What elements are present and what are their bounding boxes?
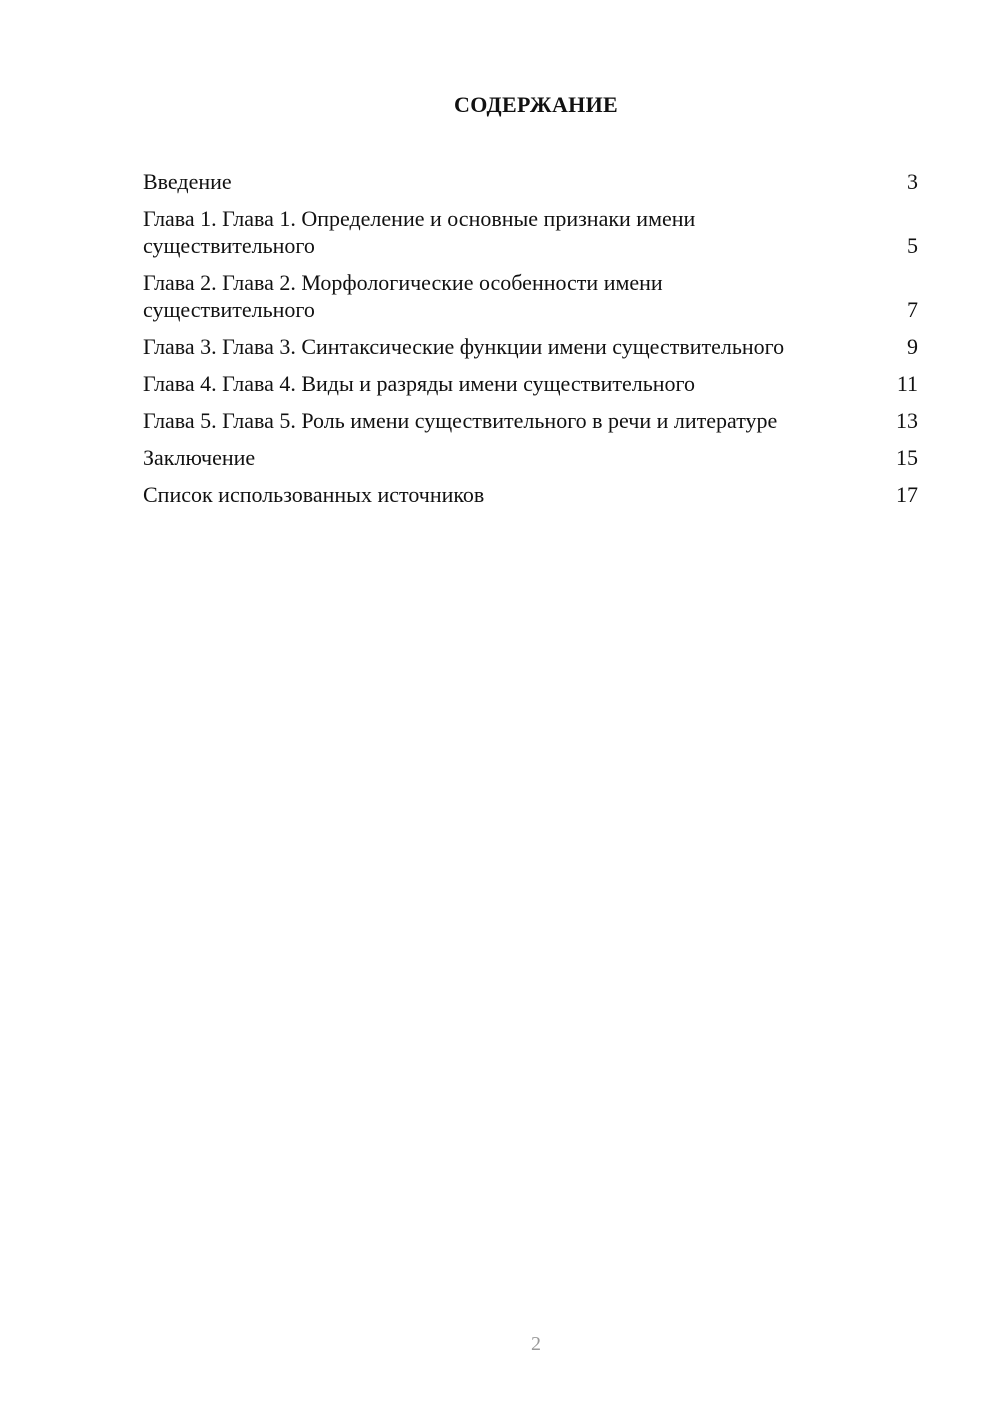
toc-entry-text: Список использованных источников bbox=[143, 482, 485, 507]
toc-entry-chapter-3[interactable] bbox=[143, 333, 918, 360]
toc-entry-page: 15 bbox=[896, 445, 918, 470]
toc-entry-page: 13 bbox=[896, 408, 918, 433]
page-title: СОДЕРЖАНИЕ bbox=[454, 92, 618, 117]
toc-entry-page: 3 bbox=[907, 169, 918, 194]
toc-entry-chapter-1[interactable] bbox=[143, 205, 918, 259]
table-of-contents bbox=[143, 168, 918, 518]
toc-entry-text: Введение bbox=[143, 169, 232, 194]
page-number: 2 bbox=[531, 1333, 541, 1355]
toc-entry-text: Глава 3. Глава 3. Синтаксические функции имени существительного bbox=[143, 334, 785, 359]
toc-entry-page: 9 bbox=[907, 334, 918, 359]
toc-entry-conclusion[interactable] bbox=[143, 444, 918, 471]
toc-entry-text: Глава 2. Глава 2. Морфологические особенности имени существительного bbox=[143, 270, 663, 322]
toc-entry-page: 11 bbox=[896, 371, 918, 396]
toc-entry-text: Глава 4. Глава 4. Виды и разряды имени существительного bbox=[143, 371, 695, 396]
toc-entry-page: 5 bbox=[907, 233, 918, 258]
toc-entry-page: 17 bbox=[896, 482, 918, 507]
toc-entry-chapter-4[interactable] bbox=[143, 370, 918, 397]
toc-entry-text: Заключение bbox=[143, 445, 256, 470]
toc-entry-page: 7 bbox=[907, 297, 918, 322]
toc-entry-chapter-2[interactable] bbox=[143, 269, 918, 323]
toc-entry-introduction[interactable] bbox=[143, 168, 918, 195]
toc-entry-chapter-5[interactable] bbox=[143, 407, 918, 434]
toc-entry-text: Глава 1. Глава 1. Определение и основные признаки имени существительного bbox=[143, 206, 696, 258]
toc-entry-references[interactable] bbox=[143, 481, 918, 508]
toc-entry-text: Глава 5. Глава 5. Роль имени существительного в речи и литературе bbox=[143, 408, 778, 433]
